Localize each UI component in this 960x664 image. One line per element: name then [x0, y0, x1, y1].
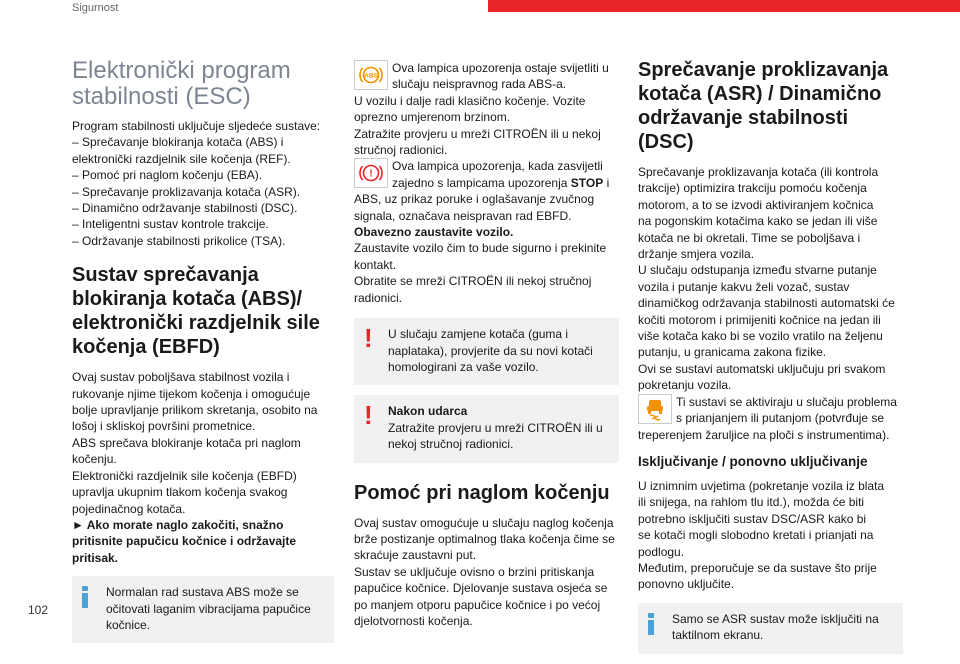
svg-text:ABS: ABS — [364, 72, 378, 80]
header-accent-bar — [488, 0, 960, 12]
asr-info-box — [638, 603, 903, 654]
column-middle — [354, 60, 619, 629]
text-line: dinamičkog održavanja stabilnosti automatski će — [638, 296, 895, 311]
text-line: na pogonskim kotačima kako se jedan ili više — [638, 214, 878, 229]
brake-lamp-text: Ova lampica upozorenja, kada zasvijetli zajedno s lampicama upozorenja STOP i — [392, 159, 610, 190]
brake-warning-lamp-icon — [354, 158, 388, 188]
esc-lamp-block — [638, 394, 903, 443]
text-line: U vozilu i dalje radi klasično kočenje. Vozite — [354, 93, 586, 108]
text-line: kontakt. — [354, 257, 397, 272]
wheel-change-warning-text: U slučaju zamjene kotača (guma i naplataka), provjerite da su novi kotači homologirani za vaše vozilo. — [388, 327, 593, 374]
text-line: oprezno umjerenom brzinom. — [354, 110, 511, 125]
text-line: skraćuje zaustavni put. — [354, 548, 477, 563]
brake-lamp-after2 — [354, 240, 619, 306]
eba-paragraph — [354, 515, 619, 630]
exclamation-icon: ! — [364, 323, 373, 354]
exclamation-icon: ! — [364, 400, 373, 431]
info-icon — [648, 613, 655, 635]
brake-lamp-block — [354, 158, 619, 306]
text-line: Zatražite provjeru u mreži CITROËN ili u nekoj — [354, 126, 601, 141]
esc-title — [72, 58, 334, 110]
list-item: – Održavanje stabilnosti prikolice (TSA). — [72, 233, 286, 248]
text-line: Ovaj sustav poboljšava stabilnost vozila i — [72, 370, 290, 385]
text-line: ponovno uključite. — [638, 577, 735, 592]
after-impact-title: Nakon udarca — [388, 404, 468, 419]
text-line: Ovaj sustav omogućuje u slučaju naglog kočenja — [354, 515, 614, 530]
text-line: signala, označava neispravan rad EBFD. — [354, 208, 572, 223]
text-line: ABS, uz prikaz poruke i oglašavanje zvučnog — [354, 192, 595, 207]
after-impact-text: Zatražite provjeru u mreži CITROËN ili u nekoj stručnoj radionici. — [388, 420, 603, 452]
abs-lamp-block — [354, 60, 619, 158]
text-line: više kotača kako bi se vozilo vratilo na željenu — [638, 329, 883, 344]
abs-bold-instruction: ► Ako morate naglo zakočiti, snažno pritisnite papučicu kočnice i održavajte pritisak. — [72, 517, 297, 565]
text-line: Elektronički razdjelnik sile kočenja (EBFD) — [72, 468, 297, 483]
text-line: U iznimnim uvjetima (pokretanje vozila iz blata — [638, 478, 885, 493]
list-item: – Sprečavanje blokiranja kotača (ABS) i — [72, 135, 284, 150]
page-number: 102 — [28, 603, 49, 617]
mandatory-stop-text: Obavezno zaustavite vozilo. — [354, 225, 514, 240]
eba-section-title: Pomoć pri naglom kočenju — [354, 481, 610, 504]
text-line: stručnoj radionici. — [354, 143, 448, 158]
asr-section-title: Sprečavanje proklizavanja kotača (ASR) / Dinamično održavanje stabilnosti (DSC) — [638, 59, 889, 153]
list-item: – Sprečavanje proklizavanja kotača (ASR). — [72, 184, 301, 199]
text-line: radionici. — [354, 290, 403, 305]
abs-warning-lamp-icon — [354, 60, 388, 90]
text-line: Sprečavanje proklizavanja kotača (ili kontrola — [638, 165, 879, 179]
list-item: – Pomoć pri naglom kočenju (EBA). — [72, 168, 263, 183]
text-line: motorom, a to se izvodi aktiviranjem kočnica — [638, 197, 874, 212]
esc-lamp-after: treperenjem žaruljice na ploči s instrumentima). — [638, 427, 890, 442]
list-item: – Inteligentni sustav kontrole trakcije. — [72, 217, 269, 232]
deactivation-paragraph — [638, 478, 903, 593]
text-line: upravlja ukupnim tlakom kočenja svakog — [72, 485, 288, 500]
abs-info-box — [72, 576, 334, 643]
text-line: papučice kočnice. Djelovanje sustava osjeća se — [354, 581, 608, 596]
text-line: bolje upravljanje prilikom skretanja, osobito na — [72, 403, 318, 418]
running-header-label: Sigurnost — [72, 2, 119, 14]
list-item: – Dinamično održavanje stabilnosti (DSC). — [72, 201, 298, 216]
text-line: lošoj i skliskoj površini prometnice. — [72, 419, 256, 434]
text-line: trakcije) optimizira trakciju pomoću kočenja — [638, 181, 867, 196]
text-line: Zaustavite vozilo čim to bude sigurno i prekinite — [354, 241, 607, 256]
text-line: pokretanju vozila. — [638, 378, 732, 393]
text-line: djelotvornosti kočenja. — [354, 613, 473, 628]
esc-intro: Program stabilnosti uključuje sljedeće sustave: — [72, 119, 321, 133]
esc-title-line2: stabilnosti (ESC) — [72, 83, 251, 110]
text-line: rukovanje njime tijekom kočenja i omogućuje — [72, 386, 311, 401]
esc-system-list — [72, 134, 334, 249]
text-line: podlogu. — [638, 544, 685, 559]
text-line: Međutim, preporučuje se da sustave što prije — [638, 560, 877, 575]
esc-skid-lamp-icon — [638, 394, 672, 424]
after-impact-warning-box — [354, 395, 619, 462]
column-left — [72, 58, 334, 653]
column-right — [638, 58, 903, 664]
deactivation-title: Isključivanje / ponovno uključivanje — [638, 453, 868, 469]
text-line: Sustav se uključuje ovisno o brzini pritiskanja — [354, 564, 595, 579]
abs-lamp-after — [354, 93, 619, 159]
esc-title-line1: Elektronički program — [72, 57, 291, 84]
info-icon — [82, 586, 89, 608]
abs-paragraph — [72, 369, 334, 517]
text-line: potrebno isključiti sustav DSC/ASR kako bi — [638, 511, 867, 526]
wheel-change-warning-box — [354, 318, 619, 385]
text-line: pojedinačnog kotača. — [72, 501, 186, 516]
abs-lamp-text: Ova lampica upozorenja ostaje svijetliti u slučaju neispravnog rada ABS-a. — [392, 61, 609, 92]
abs-section-title: Sustav sprečavanja blokiranja kotača (ABS)/ elektronički razdjelnik sile kočenja (EBFD) — [72, 264, 320, 359]
text-line: Obratite se mreži CITROËN ili nekoj stručnoj — [354, 274, 592, 289]
text-line: brže postizanje optimalnog tlaka kočenja čime se — [354, 531, 615, 546]
text-line: kočiti motorom i primijeniti kočnice na jedan ili — [638, 312, 881, 327]
svg-text:!: ! — [369, 168, 373, 180]
text-line: U slučaju odstupanja između stvarne putanje — [638, 263, 877, 278]
text-line: Ovi se sustavi automatski uključuju pri svakom — [638, 361, 886, 376]
text-line: vozila i putanje kakvu želi vozač, sustav — [638, 279, 850, 294]
brake-lamp-after — [354, 191, 619, 224]
asr-paragraph — [638, 164, 903, 394]
text-line: kotača ne bi okretali. Time se poboljšava i — [638, 230, 861, 245]
text-line: držanje smjera vozila. — [638, 247, 755, 262]
text-line: po manjem otporu papučice kočnice i po većoj — [354, 597, 601, 612]
text-line: ABS sprečava blokiranje kotača pri naglom — [72, 435, 301, 450]
text-line: putanju, u granicama zakona fizike. — [638, 345, 827, 360]
text-line: ili snijega, na rahlom tlu itd.), možda će biti — [638, 495, 865, 510]
text-line: se kotači mogli slobodno kretati i prianjati na — [638, 528, 874, 543]
abs-info-text: Normalan rad sustava ABS može se očitovati laganim vibracijama papučice kočnice. — [106, 585, 311, 632]
esc-lamp-text: Ti sustavi se aktiviraju u slučaju problema s prianjanjem ili putanjom (potvrđuje se — [676, 394, 897, 426]
list-item: elektronički razdjelnik sile kočenja (REF). — [72, 151, 291, 166]
text-line: kočenju. — [72, 452, 117, 467]
asr-info-text: Samo se ASR sustav može isključiti na taktilnom ekranu. — [672, 611, 879, 643]
